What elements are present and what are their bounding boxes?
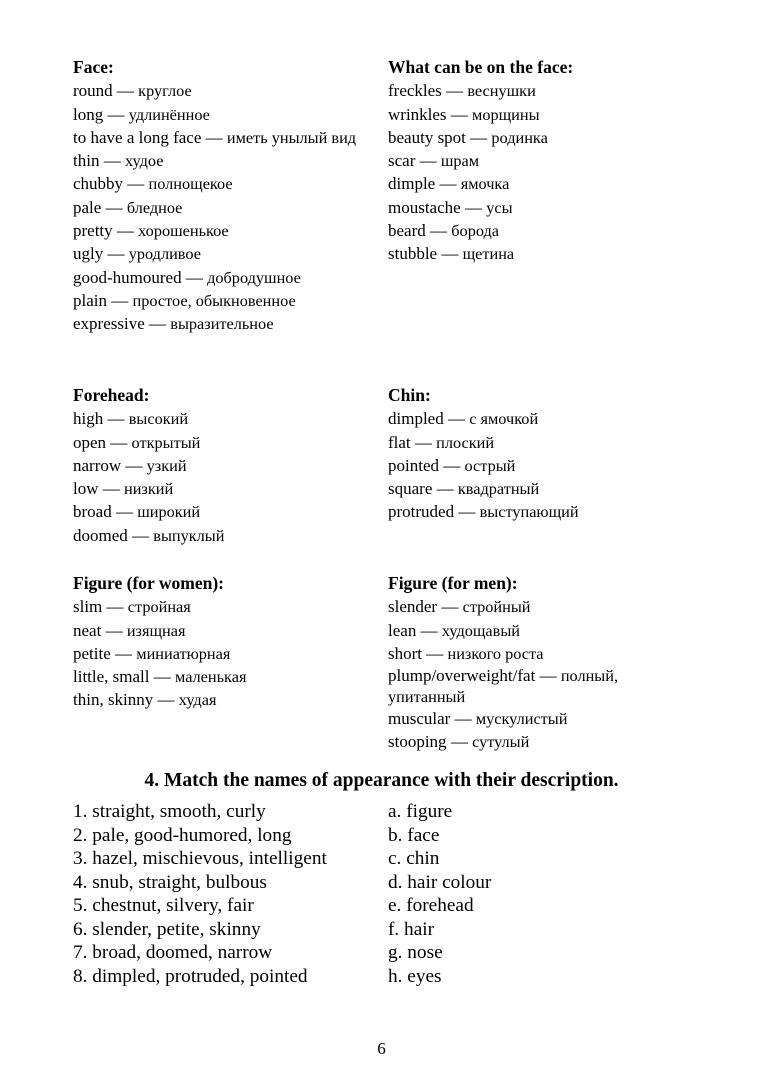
russian-translation: открытый xyxy=(131,432,201,452)
vocab-item xyxy=(388,642,688,665)
dash-separator: — xyxy=(112,81,139,101)
match-item: 3. hazel, mischievous, intelligent xyxy=(73,848,327,869)
english-term: open xyxy=(73,432,107,452)
russian-translation: квадратный xyxy=(457,479,540,499)
english-term: pretty xyxy=(73,221,113,241)
russian-translation: узкий xyxy=(146,455,187,475)
russian-translation: худая xyxy=(178,690,217,710)
russian-translation: полный, упитанный xyxy=(388,666,619,707)
vocab-item xyxy=(388,500,688,523)
russian-translation: стройная xyxy=(127,597,191,617)
vocab-item xyxy=(73,266,373,289)
vocab-item xyxy=(388,595,688,618)
vocab-list xyxy=(388,595,688,753)
vocab-item xyxy=(388,665,688,707)
russian-translation: стройный xyxy=(462,597,531,617)
vocab-item xyxy=(388,242,688,265)
english-term: slim xyxy=(73,597,103,617)
dash-separator: — xyxy=(101,620,127,640)
match-item: b. face xyxy=(388,824,440,846)
dash-separator: — xyxy=(103,104,129,124)
russian-translation: ямочка xyxy=(460,174,510,194)
russian-translation: острый xyxy=(464,455,516,475)
russian-translation: веснушки xyxy=(467,81,536,101)
vocab-list xyxy=(388,79,688,265)
russian-translation: выступающий xyxy=(479,502,579,522)
english-term: plump/overweight/fat xyxy=(388,666,536,686)
dash-separator: — xyxy=(443,409,470,429)
dash-separator: — xyxy=(101,197,127,217)
english-term: chubby xyxy=(73,174,124,194)
dash-separator: — xyxy=(535,666,561,686)
vocab-item xyxy=(73,665,373,688)
english-term: neat xyxy=(73,620,102,640)
vocab-item xyxy=(388,172,688,195)
russian-translation: с ямочкой xyxy=(469,409,539,429)
vocab-item xyxy=(73,289,373,312)
dash-separator: — xyxy=(149,667,175,687)
dash-separator: — xyxy=(450,709,476,729)
vocab-item xyxy=(73,500,373,523)
face-section xyxy=(73,56,373,336)
dash-separator: — xyxy=(123,174,149,194)
english-term: round xyxy=(73,81,113,101)
vocab-list xyxy=(388,407,688,523)
vocab-list xyxy=(73,407,373,547)
english-term: muscular xyxy=(388,709,451,729)
dash-separator: — xyxy=(441,81,468,101)
match-item: a. figure xyxy=(388,801,453,822)
dash-separator: — xyxy=(112,221,139,241)
dash-separator: — xyxy=(144,314,171,334)
vocab-item xyxy=(73,477,373,500)
vocab-item xyxy=(73,312,373,335)
russian-translation: высокий xyxy=(128,409,189,429)
russian-translation: шрам xyxy=(440,151,480,171)
vocab-list xyxy=(73,79,373,335)
vocab-item xyxy=(388,619,688,642)
english-term: freckles xyxy=(388,81,442,101)
dash-separator: — xyxy=(432,479,458,499)
english-term: pale xyxy=(73,197,102,217)
vocab-item xyxy=(388,477,688,500)
english-term: protruded xyxy=(388,502,455,522)
match-item: 4. snub, straight, bulbous xyxy=(73,871,267,893)
vocab-item xyxy=(73,219,373,242)
vocab-item xyxy=(388,103,688,126)
russian-translation: худое xyxy=(124,151,164,171)
dash-separator: — xyxy=(439,455,465,475)
dash-separator: — xyxy=(153,690,179,710)
english-term: dimpled xyxy=(388,409,444,429)
vocab-item xyxy=(388,126,688,149)
russian-translation: уродливое xyxy=(128,244,201,264)
russian-translation: изящная xyxy=(126,620,186,640)
section-heading: Figure (for men): xyxy=(388,573,518,593)
english-term: petite xyxy=(73,643,111,663)
russian-translation: добродушное xyxy=(207,267,301,287)
vocab-item xyxy=(388,219,688,242)
match-item: h. eyes xyxy=(388,965,442,987)
english-term: wrinkles xyxy=(388,104,447,124)
dash-separator: — xyxy=(103,409,129,429)
russian-translation: бледное xyxy=(126,197,183,217)
vocab-item xyxy=(388,730,688,753)
russian-translation: мускулистый xyxy=(475,709,568,729)
dash-separator: — xyxy=(98,479,124,499)
match-item: e. forehead xyxy=(388,895,474,916)
dash-separator: — xyxy=(415,151,441,171)
section-heading: Chin: xyxy=(388,385,431,405)
dash-separator: — xyxy=(102,597,128,617)
dash-separator: — xyxy=(425,221,452,241)
dash-separator: — xyxy=(181,267,208,287)
match-list xyxy=(388,800,688,988)
section-heading: Forehead: xyxy=(73,385,150,405)
russian-translation: усы xyxy=(486,197,513,217)
russian-translation: миниатюрная xyxy=(136,643,231,663)
vocab-item xyxy=(388,707,688,730)
english-term: beard xyxy=(388,221,426,241)
russian-translation: щетина xyxy=(462,244,515,264)
vocab-item xyxy=(73,431,373,454)
english-term: narrow xyxy=(73,455,122,475)
dash-separator: — xyxy=(410,432,437,452)
vocab-item xyxy=(73,126,373,149)
match-item: c. chin xyxy=(388,848,440,869)
vocab-item xyxy=(73,619,373,642)
dash-separator: — xyxy=(437,597,463,617)
english-term: square xyxy=(388,479,433,499)
vocab-item xyxy=(388,431,688,454)
dash-separator: — xyxy=(460,197,487,217)
english-term: lean xyxy=(388,620,417,640)
russian-translation: круглое xyxy=(138,81,192,101)
match-item: 6. slender, petite, skinny xyxy=(73,918,261,940)
english-term: scar xyxy=(388,151,416,171)
vocab-item xyxy=(388,196,688,219)
vocab-item xyxy=(388,149,688,172)
vocab-item xyxy=(388,454,688,477)
russian-translation: низкого роста xyxy=(447,643,544,663)
english-term: flat xyxy=(388,432,411,452)
match-item: g. nose xyxy=(388,942,443,963)
english-term: moustache xyxy=(388,197,461,217)
task-title: 4. Match the names of appearance with their description. xyxy=(144,770,619,791)
dash-separator: — xyxy=(416,620,442,640)
english-term: thin, skinny xyxy=(73,690,154,710)
match-item: 2. pale, good-humored, long xyxy=(73,824,292,846)
russian-translation: простое, обыкновенное xyxy=(132,290,296,310)
vocab-item xyxy=(73,407,373,430)
match-item: 8. dimpled, protruded, pointed xyxy=(73,965,308,987)
english-term: slender xyxy=(388,597,438,617)
figure-men-section xyxy=(388,572,688,754)
dash-separator: — xyxy=(111,502,138,522)
dash-separator: — xyxy=(422,643,448,663)
dash-separator: — xyxy=(107,290,133,310)
english-term: plain xyxy=(73,290,107,310)
page-number: 6 xyxy=(377,1039,386,1058)
english-term: high xyxy=(73,409,104,429)
dash-separator: — xyxy=(127,525,154,545)
vocab-item xyxy=(388,79,688,102)
chin-section xyxy=(388,384,688,524)
russian-translation: широкий xyxy=(137,502,201,522)
section-heading: Face: xyxy=(73,57,114,77)
vocab-item xyxy=(73,103,373,126)
vocab-item xyxy=(73,595,373,618)
dash-separator: — xyxy=(437,244,463,264)
russian-translation: полнощекое xyxy=(148,174,233,194)
english-term: low xyxy=(73,479,99,499)
english-term: long xyxy=(73,104,104,124)
dash-separator: — xyxy=(465,127,492,147)
vocab-item xyxy=(73,172,373,195)
russian-translation: хорошенькое xyxy=(138,221,229,241)
dash-separator: — xyxy=(103,244,129,264)
dash-separator: — xyxy=(201,127,227,147)
english-term: short xyxy=(388,643,422,663)
russian-translation: удлинённое xyxy=(128,104,210,124)
russian-translation: сутулый xyxy=(472,732,530,752)
forehead-section xyxy=(73,384,373,547)
russian-translation: выразительное xyxy=(170,314,274,334)
on-face-section xyxy=(388,56,688,266)
russian-translation: выпуклый xyxy=(153,525,225,545)
english-term: little, small xyxy=(73,667,150,687)
dash-separator: — xyxy=(435,174,461,194)
match-left-column xyxy=(73,800,383,988)
section-heading: What can be on the face: xyxy=(388,57,574,77)
vocab-item xyxy=(73,642,373,665)
match-item: f. hair xyxy=(388,918,435,940)
english-term: doomed xyxy=(73,525,128,545)
vocab-item xyxy=(388,407,688,430)
section-heading: Figure (for women): xyxy=(73,573,224,593)
dash-separator: — xyxy=(106,432,132,452)
match-right-column xyxy=(388,800,688,988)
vocab-item xyxy=(73,524,373,547)
vocab-item xyxy=(73,79,373,102)
dash-separator: — xyxy=(99,151,125,171)
english-term: stubble xyxy=(388,244,438,264)
russian-translation: худощавый xyxy=(441,620,520,640)
vocab-item xyxy=(73,242,373,265)
english-term: good-humoured xyxy=(73,267,182,287)
russian-translation: иметь унылый вид xyxy=(226,127,357,147)
match-item: 5. chestnut, silvery, fair xyxy=(73,895,254,916)
vocab-item xyxy=(73,149,373,172)
russian-translation: маленькая xyxy=(175,667,247,687)
figure-women-section xyxy=(73,572,373,712)
dash-separator: — xyxy=(454,502,480,522)
dash-separator: — xyxy=(446,732,473,752)
dash-separator: — xyxy=(110,643,137,663)
english-term: thin xyxy=(73,151,100,171)
vocab-item xyxy=(73,688,373,711)
match-item: 1. straight, smooth, curly xyxy=(73,801,266,822)
english-term: broad xyxy=(73,502,112,522)
match-item: 7. broad, doomed, narrow xyxy=(73,942,273,963)
english-term: ugly xyxy=(73,244,104,264)
match-list xyxy=(73,800,383,988)
vocab-item xyxy=(73,454,373,477)
english-term: to have a long face xyxy=(73,127,202,147)
dash-separator: — xyxy=(121,455,147,475)
russian-translation: морщины xyxy=(472,104,540,124)
vocab-item xyxy=(73,196,373,219)
english-term: stooping xyxy=(388,732,447,752)
russian-translation: низкий xyxy=(124,479,174,499)
english-term: beauty spot xyxy=(388,127,466,147)
russian-translation: плоский xyxy=(436,432,495,452)
english-term: expressive xyxy=(73,314,145,334)
dash-separator: — xyxy=(446,104,473,124)
english-term: dimple xyxy=(388,174,436,194)
vocab-list xyxy=(73,595,373,711)
match-item: d. hair colour xyxy=(388,871,492,893)
english-term: pointed xyxy=(388,455,439,475)
russian-translation: борода xyxy=(451,221,500,241)
russian-translation: родинка xyxy=(491,127,548,147)
